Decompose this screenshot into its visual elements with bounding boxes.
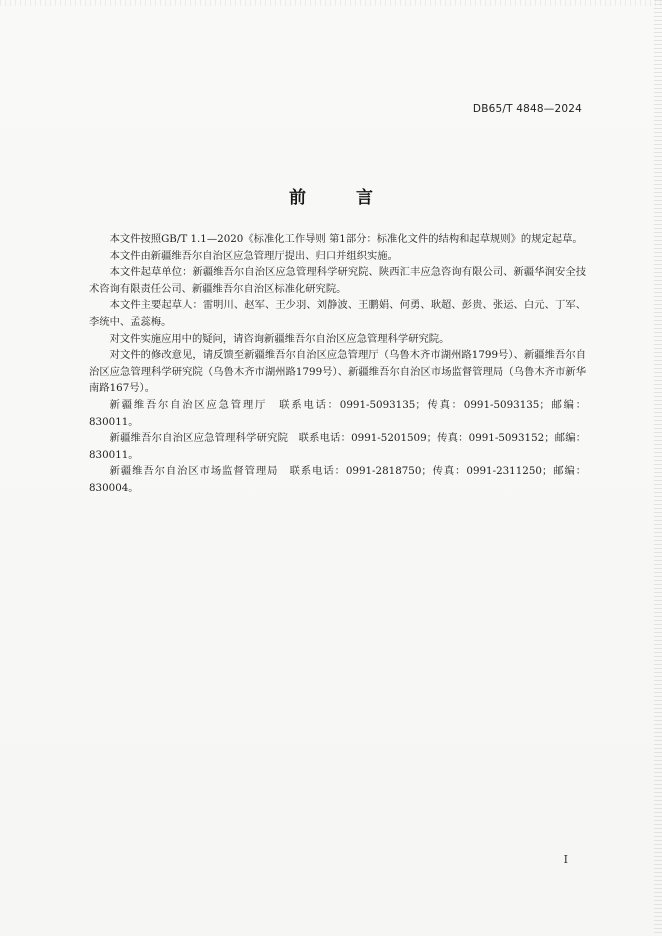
paragraph-contact-research-institute: 新疆维吾尔自治区应急管理科学研究院 联系电话：0991-5201509；传真：0991-5093152；邮编：830011。 (89, 432, 586, 461)
paragraph-drafting-rules: 本文件按照GB/T 1.1—2020《标准化工作导则 第1部分：标准化文件的结构和起草规则》的规定起草。 (109, 233, 583, 245)
paragraph-drafting-units: 本文件起草单位：新疆维吾尔自治区应急管理科学研究院、陕西汇丰应急咨询有限公司、新疆华润安全技术咨询有限责任公司、新疆维吾尔自治区标准化研究院。 (89, 266, 586, 295)
paragraph-feedback: 对文件的修改意见，请反馈至新疆维吾尔自治区应急管理厅（乌鲁木齐市湖州路1799号）、新疆维吾尔自治区应急管理科学研究院（乌鲁木齐市湖州路1799号）、新疆维吾尔自治区市场监督管理局（乌鲁木齐市新华南路167号）。 (89, 349, 586, 395)
page-title: 前 言 (289, 188, 395, 208)
paragraph-inquiries: 对文件实施应用中的疑问，请咨询新疆维吾尔自治区应急管理科学研究院。 (109, 332, 450, 345)
paragraph-contact-emergency-dept: 新疆维吾尔自治区应急管理厅 联系电话：0991-5093135；传真：0991-5093135；邮编：830011。 (89, 398, 586, 428)
scan-edge-top (0, 0, 662, 6)
foreword-body (89, 231, 586, 497)
paragraph-proposer: 本文件由新疆维吾尔自治区应急管理厅提出、归口并组织实施。 (109, 249, 398, 262)
scan-edge-right (654, 0, 662, 936)
page-number: I (563, 853, 568, 866)
paragraph-contact-market-bureau: 新疆维吾尔自治区市场监督管理局 联系电话：0991-2818750；传真：0991-2311250；邮编：830004。 (89, 465, 586, 494)
document-code: DB65/T 4848—2024 (472, 103, 582, 115)
paragraph-drafters: 本文件主要起草人：雷明川、赵军、王少羽、刘静波、王鹏娟、何勇、耿超、彭贵、张运、白元、丁军、李统中、孟蕊梅。 (89, 299, 586, 328)
